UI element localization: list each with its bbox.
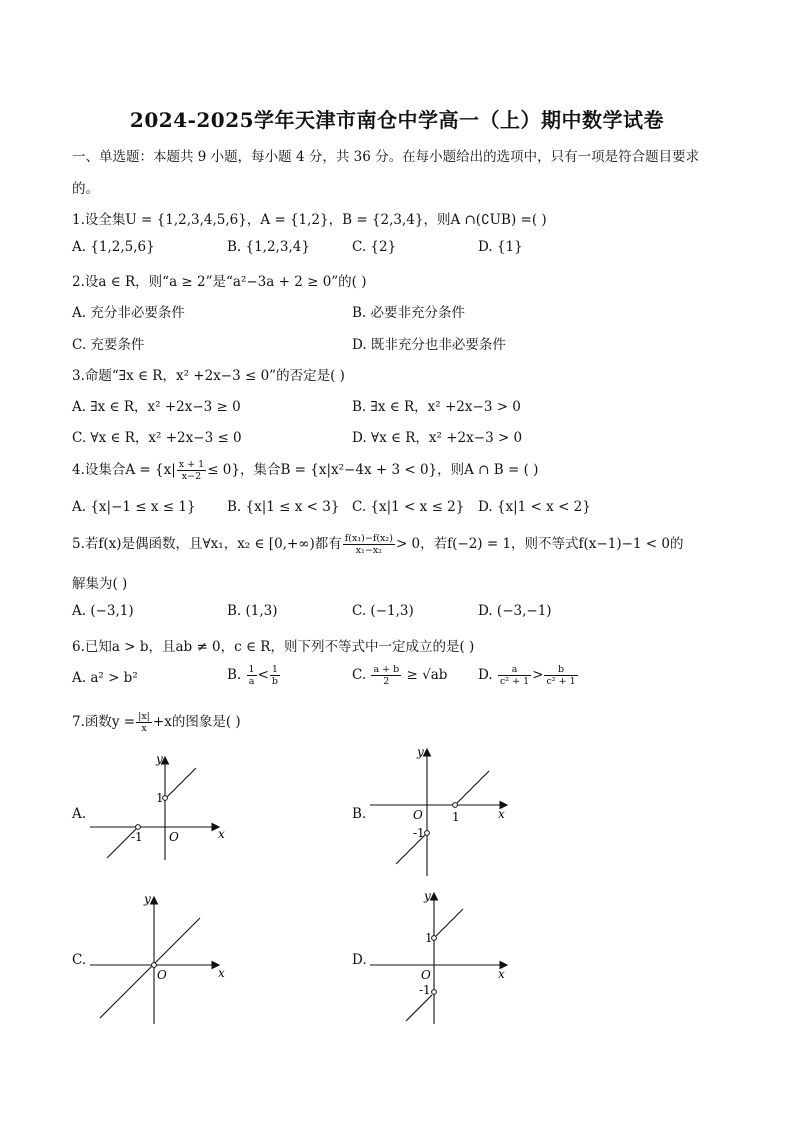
q5-option-b[interactable]: B. (1,3)	[227, 603, 278, 619]
q5-option-d[interactable]: D. (−3,−1)	[478, 603, 552, 619]
q3-option-d[interactable]: D. ∀x ∈ R，x² +2x−3 > 0	[352, 430, 523, 446]
q3-option-c[interactable]: C. ∀x ∈ R，x² +2x−3 ≤ 0	[72, 430, 242, 446]
q2-option-d[interactable]: D. 既非充分也非必要条件	[352, 337, 506, 353]
q2-option-a[interactable]: A. 充分非必要条件	[72, 305, 185, 321]
q7-stem-suffix: +x的图象是( )	[152, 714, 241, 730]
q7-option-b-label[interactable]: B.	[352, 806, 367, 822]
q7c-open-point-origin	[152, 963, 157, 968]
q7d-tick-1: 1	[425, 931, 433, 945]
q7d-open-point-lower	[432, 990, 437, 995]
q5-frac-den: x₁−x₂	[355, 545, 382, 556]
q3-option-a[interactable]: A. ∃x ∈ R，x² +2x−3 ≥ 0	[72, 399, 241, 415]
q6-stem: 6.已知a > b，且ab ≠ 0，c ∈ R，则下列不等式中一定成立的是( )	[72, 639, 475, 655]
q7c-x-label: x	[218, 966, 225, 980]
q7c-origin: O	[157, 968, 167, 982]
q7-frac-num: |x|	[138, 711, 150, 722]
q4-option-b[interactable]: B. {x|1 ≤ x < 3}	[227, 499, 340, 515]
q4-frac-num: x + 1	[178, 459, 205, 470]
q6-d-frac1	[498, 664, 531, 687]
q1-stem: 1.设全集U = {1,2,3,4,5,6}，A = {1,2}，B = {2,3,4}，则A ∩(∁UB) =( )	[72, 212, 547, 228]
q4-fraction	[177, 459, 206, 482]
q5-stem-suffix: > 0，若f(−2) = 1，则不等式f(x−1)−1 < 0的	[395, 536, 684, 552]
q5-option-c[interactable]: C. (−1,3)	[352, 603, 414, 619]
q7a-y-label: y	[156, 752, 163, 766]
q5-option-a[interactable]: A. (−3,1)	[72, 603, 134, 619]
q6-b-label: B.	[227, 667, 242, 683]
q7b-origin: O	[413, 808, 423, 822]
q6-d-frac2	[544, 664, 577, 687]
q7a-origin: O	[169, 830, 179, 844]
q7b-open-point-right	[453, 803, 458, 808]
q2-option-b[interactable]: B. 必要非充分条件	[352, 305, 466, 321]
q4-frac-den: x−2	[181, 471, 202, 482]
q7b-x-label: x	[498, 807, 505, 821]
q5-stem-line2: 解集为( )	[72, 576, 128, 592]
q7d-line-lower	[406, 995, 432, 1021]
q7b-open-point-left	[425, 831, 430, 836]
q5-frac-num: f(x₁)−f(x₂)	[344, 533, 393, 544]
q6-option-c[interactable]	[352, 664, 447, 687]
q7-frac-den: x	[141, 723, 147, 734]
q7-graph-c[interactable]	[88, 890, 238, 1030]
q6-option-a[interactable]: A. a² > b²	[72, 670, 138, 686]
q6-option-b[interactable]	[227, 664, 281, 687]
q3-option-b[interactable]: B. ∃x ∈ R，x² +2x−3 > 0	[352, 399, 521, 415]
q7d-origin: O	[421, 968, 431, 982]
q7-option-d-label[interactable]: D.	[352, 952, 367, 968]
q6-d-frac1-den: c² + 1	[499, 676, 530, 687]
q1-option-d[interactable]: D. {1}	[478, 239, 523, 255]
q6-d-frac2-num: b	[544, 664, 577, 676]
q7-stem-prefix: 7.函数y =	[72, 714, 136, 730]
q4-option-c[interactable]: C. {x|1 < x ≤ 2}	[352, 499, 465, 515]
q7-graph-a[interactable]	[88, 750, 238, 865]
q6-d-op: >	[532, 667, 544, 683]
q7b-tick-1: 1	[452, 810, 460, 824]
q4-option-a[interactable]: A. {x|−1 ≤ x ≤ 1}	[72, 499, 196, 515]
q7c-y-label: y	[144, 892, 151, 906]
q7b-tick-neg1: -1	[413, 826, 425, 840]
q6-d-frac1-num: a	[498, 664, 531, 676]
q7a-tick-1: 1	[156, 791, 164, 805]
q7d-x-label: x	[498, 967, 505, 981]
page-title: 2024-2025学年天津市南仓中学高一（上）期中数学试卷	[129, 108, 665, 132]
q4-stem-prefix: 4.设集合A = {x|	[72, 462, 176, 478]
q7d-line-upper	[436, 909, 463, 936]
q6-b-frac1	[247, 664, 257, 687]
q7d-y-label: y	[424, 889, 431, 903]
q5-fraction	[343, 533, 395, 556]
q6-b-frac2-den: b	[271, 676, 278, 687]
q7-option-a-label[interactable]: A.	[72, 806, 87, 822]
q7b-y-label: y	[417, 745, 424, 759]
q6-c-rest: ≥ √ab	[406, 667, 448, 683]
q7c-line	[100, 918, 200, 1018]
q6-b-op: <	[257, 667, 269, 683]
q4-stem	[72, 458, 538, 482]
q7a-line-right	[166, 768, 196, 798]
q7-option-c-label[interactable]: C.	[72, 952, 87, 968]
q6-c-frac	[371, 664, 401, 687]
q6-d-label: D.	[478, 667, 493, 683]
q7a-x-label: x	[218, 827, 225, 841]
q1-option-a[interactable]: A. {1,2,5,6}	[72, 239, 155, 255]
q6-b-frac1-den: a	[248, 676, 255, 687]
q2-option-c[interactable]: C. 充要条件	[72, 337, 145, 353]
q6-b-frac2	[270, 664, 280, 687]
q2-stem: 2.设a ∈ R，则“a ≥ 2”是“a²−3a + 2 ≥ 0”的( )	[72, 274, 367, 290]
q4-option-d[interactable]: D. {x|1 < x < 2}	[478, 499, 591, 515]
q7-graph-b[interactable]	[368, 744, 518, 879]
q1-option-c[interactable]: C. {2}	[352, 239, 397, 255]
q7-stem	[72, 710, 241, 734]
q6-option-d[interactable]	[478, 664, 579, 687]
q7b-line-right	[457, 771, 489, 803]
section-heading-line2: 的。	[72, 181, 99, 197]
q7a-open-point-left	[136, 825, 141, 830]
section-heading-line1: 一、单选题：本题共 9 小题，每小题 4 分，共 36 分。在每小题给出的选项中，只有一项是符合题目要求	[72, 149, 700, 165]
q5-stem-prefix: 5.若f(x)是偶函数，且∀x₁，x₂ ∈ [0,+∞)都有	[72, 536, 342, 552]
q7d-tick-neg1: -1	[419, 983, 431, 997]
q3-stem: 3.命题“∃x ∈ R，x² +2x−3 ≤ 0”的否定是( )	[72, 368, 345, 384]
q6-c-frac-den: 2	[383, 676, 390, 687]
q6-c-label: C.	[352, 667, 367, 683]
q6-c-frac-num: a + b	[373, 664, 400, 675]
q6-d-frac2-den: c² + 1	[546, 676, 576, 687]
q1-option-b[interactable]: B. {1,2,3,4}	[227, 239, 310, 255]
q7a-tick-neg1: -1	[131, 830, 143, 844]
q5-stem	[72, 532, 683, 556]
q4-stem-suffix: ≤ 0}，集合B = {x|x²−4x + 3 < 0}，则A ∩ B = ( )	[207, 462, 539, 478]
q6-b-frac2-num: 1	[270, 664, 280, 676]
q7-graph-d[interactable]	[368, 890, 518, 1030]
q7-fraction	[136, 711, 152, 734]
q6-b-frac1-num: 1	[248, 664, 255, 675]
